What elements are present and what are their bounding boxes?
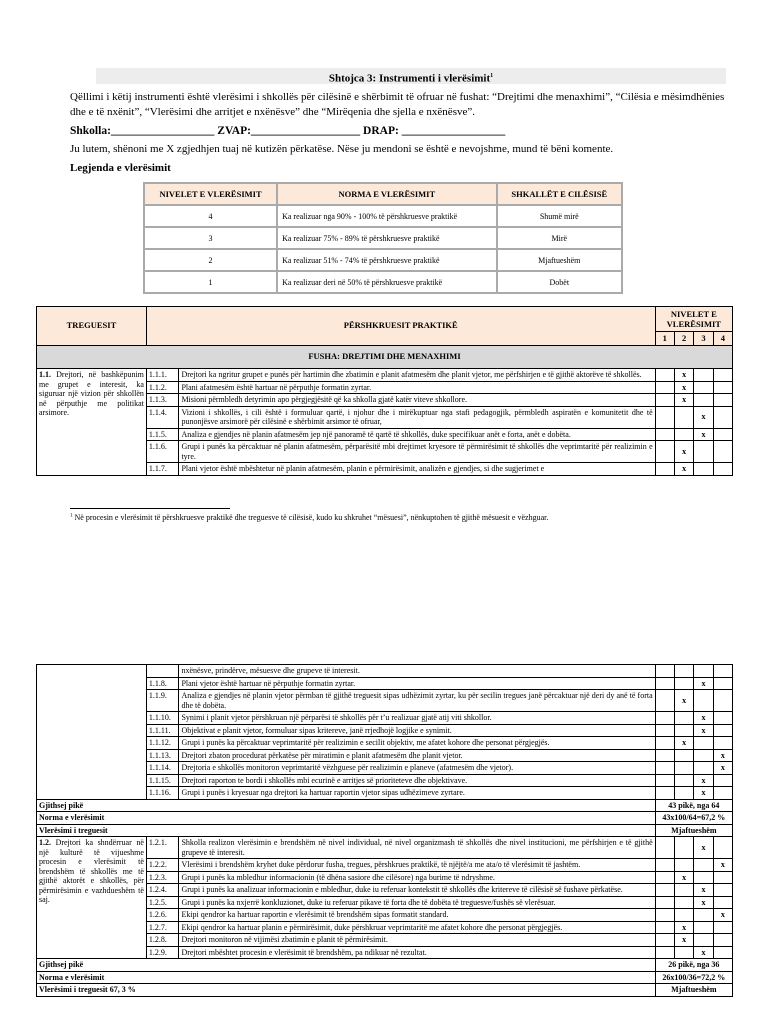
legend-table xyxy=(143,182,623,294)
indicator-text: Drejtori ka shndërruar në një kulturë të vijueshme procesin e vlerësimit të brendshëm të shkollës me të gjithë aktorët e shkollës, për përmirësimin e vazhdueshëm të saj. xyxy=(39,838,144,904)
descriptor-text: Vlerësimi i brendshëm kryhet duke përdorur fusha, tregues, përshkrues praktikë, të njëjtë/a me ata/o të vlerësimit të jashtëm. xyxy=(179,859,655,872)
descriptor-text: Analiza e gjendjes në planin vjetor përmban të gjithë treguesit sipas udhëzimit zyrtar, ku për secilin tregues janë përcaktuar një deri dy anë të forta dhe të dobëta. xyxy=(179,690,655,712)
level-cell[interactable]: x xyxy=(694,946,713,959)
descriptor-number: 1.1.6. xyxy=(146,441,179,463)
level-cell[interactable] xyxy=(713,463,732,476)
legend-cell: Ka realizuar nga 90% - 100% të përshkruesve praktikë xyxy=(277,205,496,227)
level-cell[interactable] xyxy=(713,665,732,678)
level-cell[interactable]: x xyxy=(674,463,693,476)
legend-cell: Ka realizuar deri në 50% të përshkruesve praktikë xyxy=(277,271,496,293)
indicator-cell xyxy=(37,837,147,959)
level-cell[interactable] xyxy=(694,737,713,750)
footnote-divider xyxy=(70,508,230,509)
descriptor-number: 1.2.8. xyxy=(146,934,179,947)
level-cell[interactable] xyxy=(713,677,732,690)
level-cell[interactable] xyxy=(655,871,674,884)
descriptor-number: 1.1.9. xyxy=(146,690,179,712)
indicator-text: Drejtori, në bashkëpunim me grupet e interesit, ka siguruar një vizion për shkollën në përputhje me politikat arsimore. xyxy=(39,370,144,417)
legend-cell: 3 xyxy=(144,227,277,249)
appendix-title: Shtojca 3: Instrumenti i vlerësimit$^1$ xyxy=(96,68,726,84)
legend-cell: Ka realizuar 75% - 89% të përshkruesve praktikë xyxy=(277,227,496,249)
summary-row xyxy=(37,812,733,825)
descriptor-number: 1.2.7. xyxy=(146,921,179,934)
level-cell[interactable] xyxy=(655,934,674,947)
footnote: $^1$ Në procesin e vlerësimit të përshkruesve praktikë dhe treguesve të cilësisë, kudo ku shkruhet “mësuesi”, nënkuptohen të gjithë mësuesit e vëzhguar. xyxy=(70,513,549,522)
level-cell[interactable] xyxy=(655,381,674,394)
descriptor-number: 1.2.4. xyxy=(146,884,179,897)
level-cell[interactable] xyxy=(655,921,674,934)
level-cell[interactable] xyxy=(655,774,674,787)
level-cell[interactable]: x xyxy=(674,690,693,712)
descriptor-text: Ekipi qendror ka hartuar raportin e vlerësimit të brendshëm sipas formatit standard. xyxy=(179,909,655,922)
header-nivelet: NIVELET E VLERËSIMIT xyxy=(655,307,732,332)
legend-row xyxy=(144,205,622,227)
level-cell[interactable] xyxy=(655,394,674,407)
descriptor-text: nxënësve, prindërve, mësuesve dhe grupeve të interesit. xyxy=(179,665,655,678)
level-cell[interactable]: x xyxy=(694,724,713,737)
level-cell[interactable] xyxy=(674,762,693,775)
descriptor-text: Grupi i punës i kryesuar nga drejtori ka hartuar raportin vjetor sipas udhëzimeve zyrtare. xyxy=(179,787,655,800)
level-cell[interactable] xyxy=(713,837,732,859)
indicator-cell xyxy=(37,665,147,800)
descriptor-number: 1.1.7. xyxy=(146,463,179,476)
descriptor-row-continued xyxy=(37,665,733,678)
descriptor-number: 1.1.14. xyxy=(146,762,179,775)
summary-row xyxy=(37,824,733,837)
intro-paragraph: Qëllimi i këtij instrumenti është vlerësimi i shkollës për cilësinë e shërbimit të ofruar në fushat: “Drejtimi dhe menaxhimi”, “Cilësia e mësimdhënies dhe e të nxënit”, “Vlerësimi dhe arritjet e nxënësve” dhe “Mirëqenia dhe sjella e nxënësve”. xyxy=(70,91,725,118)
level-cell[interactable] xyxy=(694,909,713,922)
level-cell[interactable] xyxy=(713,690,732,712)
descriptor-number: 1.2.5. xyxy=(146,896,179,909)
level-cell[interactable]: x xyxy=(694,712,713,725)
level-cell[interactable] xyxy=(674,896,693,909)
descriptor-number: 1.2.1. xyxy=(146,837,179,859)
field-header: FUSHA: DREJTIMI DHE MENAXHIMI xyxy=(37,346,733,369)
level-cell[interactable]: x xyxy=(694,428,713,441)
level-cell[interactable] xyxy=(694,749,713,762)
header-pershkruesit: PËRSHKRUESIT PRAKTIKË xyxy=(146,307,655,346)
level-cell[interactable]: x xyxy=(694,837,713,859)
level-cell[interactable] xyxy=(713,884,732,897)
descriptor-number: 1.2.6. xyxy=(146,909,179,922)
level-cell[interactable] xyxy=(655,762,674,775)
level-cell[interactable] xyxy=(655,369,674,382)
level-cell[interactable] xyxy=(655,884,674,897)
summary-value: 26 pikë, nga 36 xyxy=(655,959,732,972)
legend-cell: Ka realizuar 51% - 74% të përshkruesve praktikë xyxy=(277,249,496,271)
level-cell[interactable]: x xyxy=(674,394,693,407)
descriptor-text: Misioni përmbledh detyrimin apo përgjegjësitë që ka shkolla gjatë katër viteve shkollore. xyxy=(179,394,655,407)
legend-cell: Dobët xyxy=(497,271,622,293)
level-cell[interactable] xyxy=(655,677,674,690)
descriptor-text: Drejtori monitoron në vijimësi zbatimin e planit të përmirësimit. xyxy=(179,934,655,947)
evaluation-table-2 xyxy=(36,664,733,997)
level-cell[interactable] xyxy=(713,871,732,884)
descriptor-text: Drejtori raporton te bordi i shkollës mbi ecurinë e arritjes së prioriteteve dhe objektivave. xyxy=(179,774,655,787)
level-cell[interactable] xyxy=(694,934,713,947)
level-cell[interactable] xyxy=(674,724,693,737)
descriptor-text: Grupi i punës ka analizuar informacionin e mbledhur, duke iu referuar kontekstit të shkollës dhe kritereve të cilësisë së fushave përkatëse. xyxy=(179,884,655,897)
level-cell[interactable] xyxy=(674,909,693,922)
level-cell[interactable] xyxy=(713,428,732,441)
evaluation-table-1 xyxy=(36,306,733,476)
level-cell[interactable] xyxy=(674,665,693,678)
level-cell[interactable]: x xyxy=(674,381,693,394)
descriptor-text: Plani vjetor është hartuar në përputhje formatin zyrtar. xyxy=(179,677,655,690)
descriptor-row xyxy=(37,369,733,382)
descriptor-text: Objektivat e planit vjetor, formuluar sipas kritereve, janë rrjedhojë logjike e synimit. xyxy=(179,724,655,737)
level-cell[interactable] xyxy=(694,381,713,394)
descriptor-number: 1.1.3. xyxy=(146,394,179,407)
summary-label: Norma e vlerësimit xyxy=(37,812,656,825)
school-fields: Shkolla:__________________ ZVAP:___________________ DRAP: __________________ xyxy=(70,125,506,137)
level-cell[interactable] xyxy=(655,463,674,476)
legend-cell: Mirë xyxy=(497,227,622,249)
level-cell[interactable] xyxy=(655,946,674,959)
summary-value: Mjaftueshëm xyxy=(655,824,732,837)
level-cell[interactable] xyxy=(694,665,713,678)
level-cell[interactable] xyxy=(655,665,674,678)
summary-row xyxy=(37,984,733,997)
level-cell[interactable] xyxy=(674,884,693,897)
descriptor-number: 1.1.8. xyxy=(146,677,179,690)
summary-row xyxy=(37,799,733,812)
level-cell[interactable] xyxy=(694,762,713,775)
descriptor-number: 1.1.5. xyxy=(146,428,179,441)
level-cell[interactable] xyxy=(674,837,693,859)
descriptor-text: Drejtori mbështet procesin e vlerësimit të brendshëm, pa ndikuar në rezultat. xyxy=(179,946,655,959)
descriptor-text: Ekipi qendror ka hartuar planin e përmirësimit, duke përshkruar veprimtaritë me afatet kohore dhe personat përgjegjës. xyxy=(179,921,655,934)
descriptor-number: 1.2.3. xyxy=(146,871,179,884)
level-cell[interactable] xyxy=(655,406,674,428)
summary-label: Norma e vlerësimit xyxy=(37,971,656,984)
descriptor-text: Synimi i planit vjetor përshkruan një përparësi të shkollës për t’u realizuar gjatë atij viti shkollor. xyxy=(179,712,655,725)
descriptor-number: 1.1.15. xyxy=(146,774,179,787)
level-cell[interactable] xyxy=(713,896,732,909)
level-cell[interactable]: x xyxy=(674,737,693,750)
descriptor-number: 1.1.12. xyxy=(146,737,179,750)
level-cell[interactable] xyxy=(674,787,693,800)
level-cell[interactable]: x xyxy=(694,787,713,800)
indicator-number: 1.2. xyxy=(39,838,51,847)
level-cell[interactable] xyxy=(713,737,732,750)
descriptor-number: 1.2.2. xyxy=(146,859,179,872)
level-cell[interactable]: x xyxy=(674,441,693,463)
level-cell[interactable] xyxy=(713,787,732,800)
legend-header: NORMA E VLERËSIMIT xyxy=(277,183,496,205)
level-cell[interactable]: x xyxy=(694,896,713,909)
summary-label: Vlerësimi i treguesit xyxy=(37,824,656,837)
level-cell[interactable] xyxy=(655,712,674,725)
level-cell[interactable] xyxy=(713,381,732,394)
level-cell[interactable] xyxy=(655,837,674,859)
level-cell[interactable] xyxy=(713,946,732,959)
legend-header: NIVELET E VLERËSIMIT xyxy=(144,183,277,205)
descriptor-text: Plani afatmesëm është hartuar në përputhje formatin zyrtar. xyxy=(179,381,655,394)
level-cell[interactable] xyxy=(694,394,713,407)
level-header: 4 xyxy=(713,332,732,346)
level-header: 2 xyxy=(674,332,693,346)
descriptor-number xyxy=(146,665,179,678)
level-cell[interactable]: x xyxy=(674,921,693,934)
level-cell[interactable] xyxy=(655,724,674,737)
legend-heading: Legjenda e vlerësimit xyxy=(70,162,171,174)
level-cell[interactable] xyxy=(674,859,693,872)
level-cell[interactable] xyxy=(713,394,732,407)
level-cell[interactable] xyxy=(674,406,693,428)
level-cell[interactable] xyxy=(713,406,732,428)
descriptor-text: Grupi i punës ka mbledhur informacionin (të dhëna sasiore dhe cilësore) nga burime të ndryshme. xyxy=(179,871,655,884)
legend-row xyxy=(144,271,622,293)
level-cell[interactable]: x xyxy=(674,369,693,382)
level-cell[interactable] xyxy=(713,369,732,382)
level-cell[interactable]: x xyxy=(713,909,732,922)
legend-header: SHKALLËT E CILËSISË xyxy=(497,183,622,205)
level-cell[interactable] xyxy=(655,428,674,441)
descriptor-text: Analiza e gjendjes në planin afatmesëm jep një panoramë të qartë të shkollës, duke specifikuar anët e forta, anët e dobëta. xyxy=(179,428,655,441)
descriptor-text: Grupi i punës ka nxjerrë konkluzionet, duke iu referuar pikave të forta dhe të dobëta të treguesve/fushës së vlerësuar. xyxy=(179,896,655,909)
level-cell[interactable] xyxy=(655,749,674,762)
instruction-text: Ju lutem, shënoni me X zgjedhjen tuaj në kutizën përkatëse. Nëse ju mendoni se është e nevojshme, mund të bëni komente. xyxy=(70,143,614,155)
header-treguesit: TREGUESIT xyxy=(37,307,147,346)
legend-row xyxy=(144,227,622,249)
level-cell[interactable] xyxy=(674,774,693,787)
level-cell[interactable] xyxy=(694,690,713,712)
level-cell[interactable] xyxy=(655,787,674,800)
level-cell[interactable] xyxy=(713,724,732,737)
level-cell[interactable] xyxy=(694,859,713,872)
level-cell[interactable]: x xyxy=(674,871,693,884)
summary-label: Gjithsej pikë xyxy=(37,799,656,812)
level-cell[interactable] xyxy=(655,909,674,922)
summary-value: 26x100/36=72,2 % xyxy=(655,971,732,984)
level-cell[interactable] xyxy=(674,749,693,762)
legend-cell: 2 xyxy=(144,249,277,271)
level-cell[interactable] xyxy=(713,921,732,934)
descriptor-text: Drejtori ka ngritur grupet e punës për hartimin dhe zbatimin e planit afatmesëm dhe planit vjetor, me përfshirjen e të gjithë aktorëve të shkollës. xyxy=(179,369,655,382)
level-cell[interactable]: x xyxy=(713,859,732,872)
legend-cell: Mjaftueshëm xyxy=(497,249,622,271)
descriptor-text: Grupi i punës ka përcaktuar në planin afatmesëm, përparësitë mbi drejtimet kryesore të përmirësimit të shkollës dhe veprimtaritë për realizimin e tyre. xyxy=(179,441,655,463)
level-cell[interactable]: x xyxy=(694,884,713,897)
level-cell[interactable] xyxy=(713,441,732,463)
descriptor-number: 1.1.4. xyxy=(146,406,179,428)
level-cell[interactable] xyxy=(713,712,732,725)
legend-row xyxy=(144,249,622,271)
level-cell[interactable] xyxy=(674,677,693,690)
descriptor-row xyxy=(37,837,733,859)
level-cell[interactable]: x xyxy=(674,934,693,947)
level-cell[interactable] xyxy=(655,859,674,872)
summary-label: Gjithsej pikë xyxy=(37,959,656,972)
level-cell[interactable]: x xyxy=(694,677,713,690)
descriptor-number: 1.1.1. xyxy=(146,369,179,382)
descriptor-number: 1.1.16. xyxy=(146,787,179,800)
summary-row xyxy=(37,971,733,984)
level-cell[interactable]: x xyxy=(694,774,713,787)
legend-cell: Shumë mirë xyxy=(497,205,622,227)
summary-row xyxy=(37,959,733,972)
level-cell[interactable] xyxy=(694,921,713,934)
descriptor-number: 1.1.11. xyxy=(146,724,179,737)
descriptor-text: Drejtori zbaton procedurat përkatëse për miratimin e planit afatmesëm dhe planit vjetor. xyxy=(179,749,655,762)
descriptor-text: Drejtoria e shkollës monitoron veprimtaritë vëzhguese për realizimin e planeve (afatmesëm dhe vjetor). xyxy=(179,762,655,775)
level-cell[interactable] xyxy=(674,946,693,959)
level-cell[interactable] xyxy=(655,690,674,712)
indicator-cell xyxy=(37,369,147,476)
level-cell[interactable]: x xyxy=(694,406,713,428)
level-cell[interactable]: x xyxy=(713,762,732,775)
descriptor-number: 1.1.10. xyxy=(146,712,179,725)
descriptor-text: Grupi i punës ka përcaktuar veprimtaritë për realizimin e secilit objektiv, me afatet kohore dhe personat përgjegjës. xyxy=(179,737,655,750)
summary-label: Vlerësimi i treguesit 67, 3 % xyxy=(37,984,656,997)
level-header: 1 xyxy=(655,332,674,346)
descriptor-number: 1.1.2. xyxy=(146,381,179,394)
level-cell[interactable] xyxy=(674,428,693,441)
level-cell[interactable] xyxy=(694,441,713,463)
descriptor-number: 1.1.13. xyxy=(146,749,179,762)
level-cell[interactable] xyxy=(713,934,732,947)
legend-cell: 1 xyxy=(144,271,277,293)
descriptor-text: Shkolla realizon vlerësimin e brendshëm në nivel individual, në nivel organizmash të shkollës dhe nivel institucioni, me përfshirjen e të gjithë grupeve të interesit. xyxy=(179,837,655,859)
descriptor-text: Plani vjetor është mbështetur në planin afatmesëm, planin e përmirësimit, analizën e gjendjes, si dhe sugjerimet e xyxy=(179,463,655,476)
level-cell[interactable] xyxy=(694,369,713,382)
descriptor-text: Vizioni i shkollës, i cili është i formuluar qartë, i njohur dhe i mirëkuptuar nga stafi pedagogjik, përmbledh aspiratën e komunitetit dhe të punonjësve arsimorë për cilësinë e shërbimit arsimor të ofruar, xyxy=(179,406,655,428)
level-cell[interactable] xyxy=(694,871,713,884)
level-cell[interactable]: x xyxy=(713,749,732,762)
level-cell[interactable] xyxy=(655,737,674,750)
level-header: 3 xyxy=(694,332,713,346)
level-cell[interactable] xyxy=(674,712,693,725)
level-cell[interactable] xyxy=(713,774,732,787)
level-cell[interactable] xyxy=(655,896,674,909)
summary-value: 43 pikë, nga 64 xyxy=(655,799,732,812)
level-cell[interactable] xyxy=(694,463,713,476)
indicator-number: 1.1. xyxy=(39,370,51,379)
summary-value: 43x100/64=67,2 % xyxy=(655,812,732,825)
level-cell[interactable] xyxy=(655,441,674,463)
summary-value: Mjaftueshëm xyxy=(655,984,732,997)
descriptor-number: 1.2.9. xyxy=(146,946,179,959)
legend-cell: 4 xyxy=(144,205,277,227)
